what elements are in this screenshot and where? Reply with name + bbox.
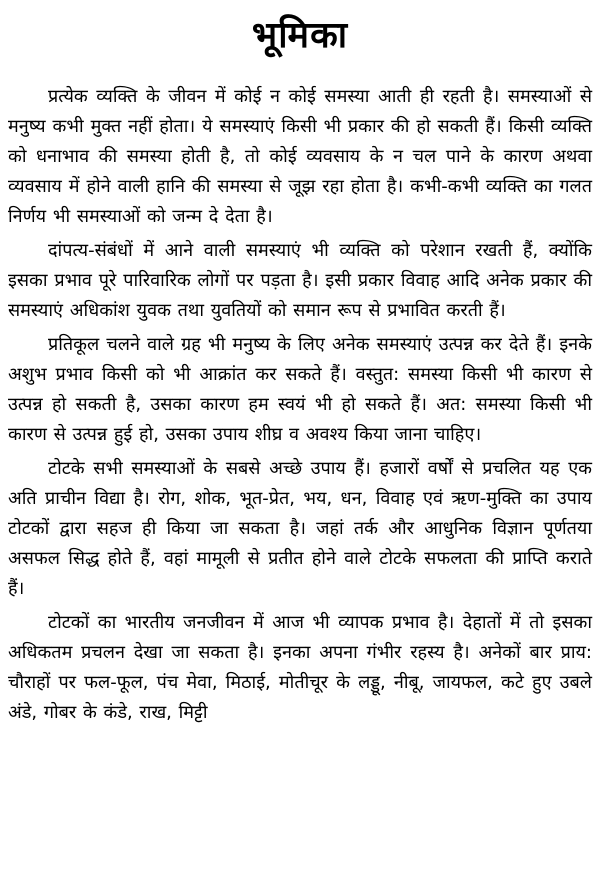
- paragraph-2: दांपत्य-संबंधों में आने वाली समस्याएं भी व्यक्ति को परेशान रखती हैं, क्योंकि इसका प्रभाव पूरे पारिवारिक लोगों पर पड़ता है। इसी प्रकार विवाह आदि अनेक प्रकार की समस्याएं अधिकांश युवक तथा युवतियों को समान रूप से प्रभावित करती हैं।: [8, 240, 592, 321]
- paragraph-3: प्रतिकूल चलने वाले ग्रह भी मनुष्य के लिए अनेक समस्याएं उत्पन्न कर देते हैं। इनके अशुभ प्रभाव किसी को भी आक्रांत कर सकते हैं। वस्तुत: समस्या किसी भी कारण से उत्पन्न हो सकती है, उसका कारण हम स्वयं भी हो सकते हैं। अत: समस्या किसी भी कारण से उत्पन्न हुई हो, उसका उपाय शीघ्र व अवश्य किया जाना चाहिए।: [8, 334, 592, 445]
- paragraph-5: टोटकों का भारतीय जनजीवन में आज भी व्यापक प्रभाव है। देहातों में तो इसका अधिकतम प्रचलन देखा जा सकता है। इनका अपना गंभीर रहस्य है। अनेकों बार प्राय: चौराहों पर फल-फूल, पंच मेवा, मिठाई, मोतीचूर के लड्डू, नीबू, जायफल, कटे हुए उबले अंडे, गोबर के कंडे, राख, मिट्टी: [8, 612, 592, 723]
- paragraph-4: टोटके सभी समस्याओं के सबसे अच्छे उपाय हैं। हजारों वर्षों से प्रचलित यह एक अति प्राचीन विद्या है। रोग, शोक, भूत-प्रेत, भय, धन, विवाह एवं ऋण-मुक्ति का उपाय टोटकों द्वारा सहज ही किया जा सकता है। जहां तर्क और आधुनिक विज्ञान पूर्णतया असफल सिद्ध होते हैं, वहां मामूली से प्रतीत होने वाले टोटके सफलता की प्राप्ति कराते हैं।: [8, 458, 592, 599]
- page-title: भूमिका: [251, 15, 349, 56]
- paragraph-1: प्रत्येक व्यक्ति के जीवन में कोई न कोई समस्या आती ही रहती है। समस्याओं से मनुष्य कभी मुक्त नहीं होता। ये समस्याएं किसी भी प्रकार की हो सकती हैं। किसी व्यक्ति को धनाभाव की समस्या होती है, तो कोई व्यवसाय के न चल पाने के कारण अथवा व्यवसाय में होने वाली हानि की समस्या से जूझ रहा होता है। कभी-कभी व्यक्ति का गलत निर्णय भी समस्याओं को जन्म दे देता है।: [8, 86, 592, 227]
